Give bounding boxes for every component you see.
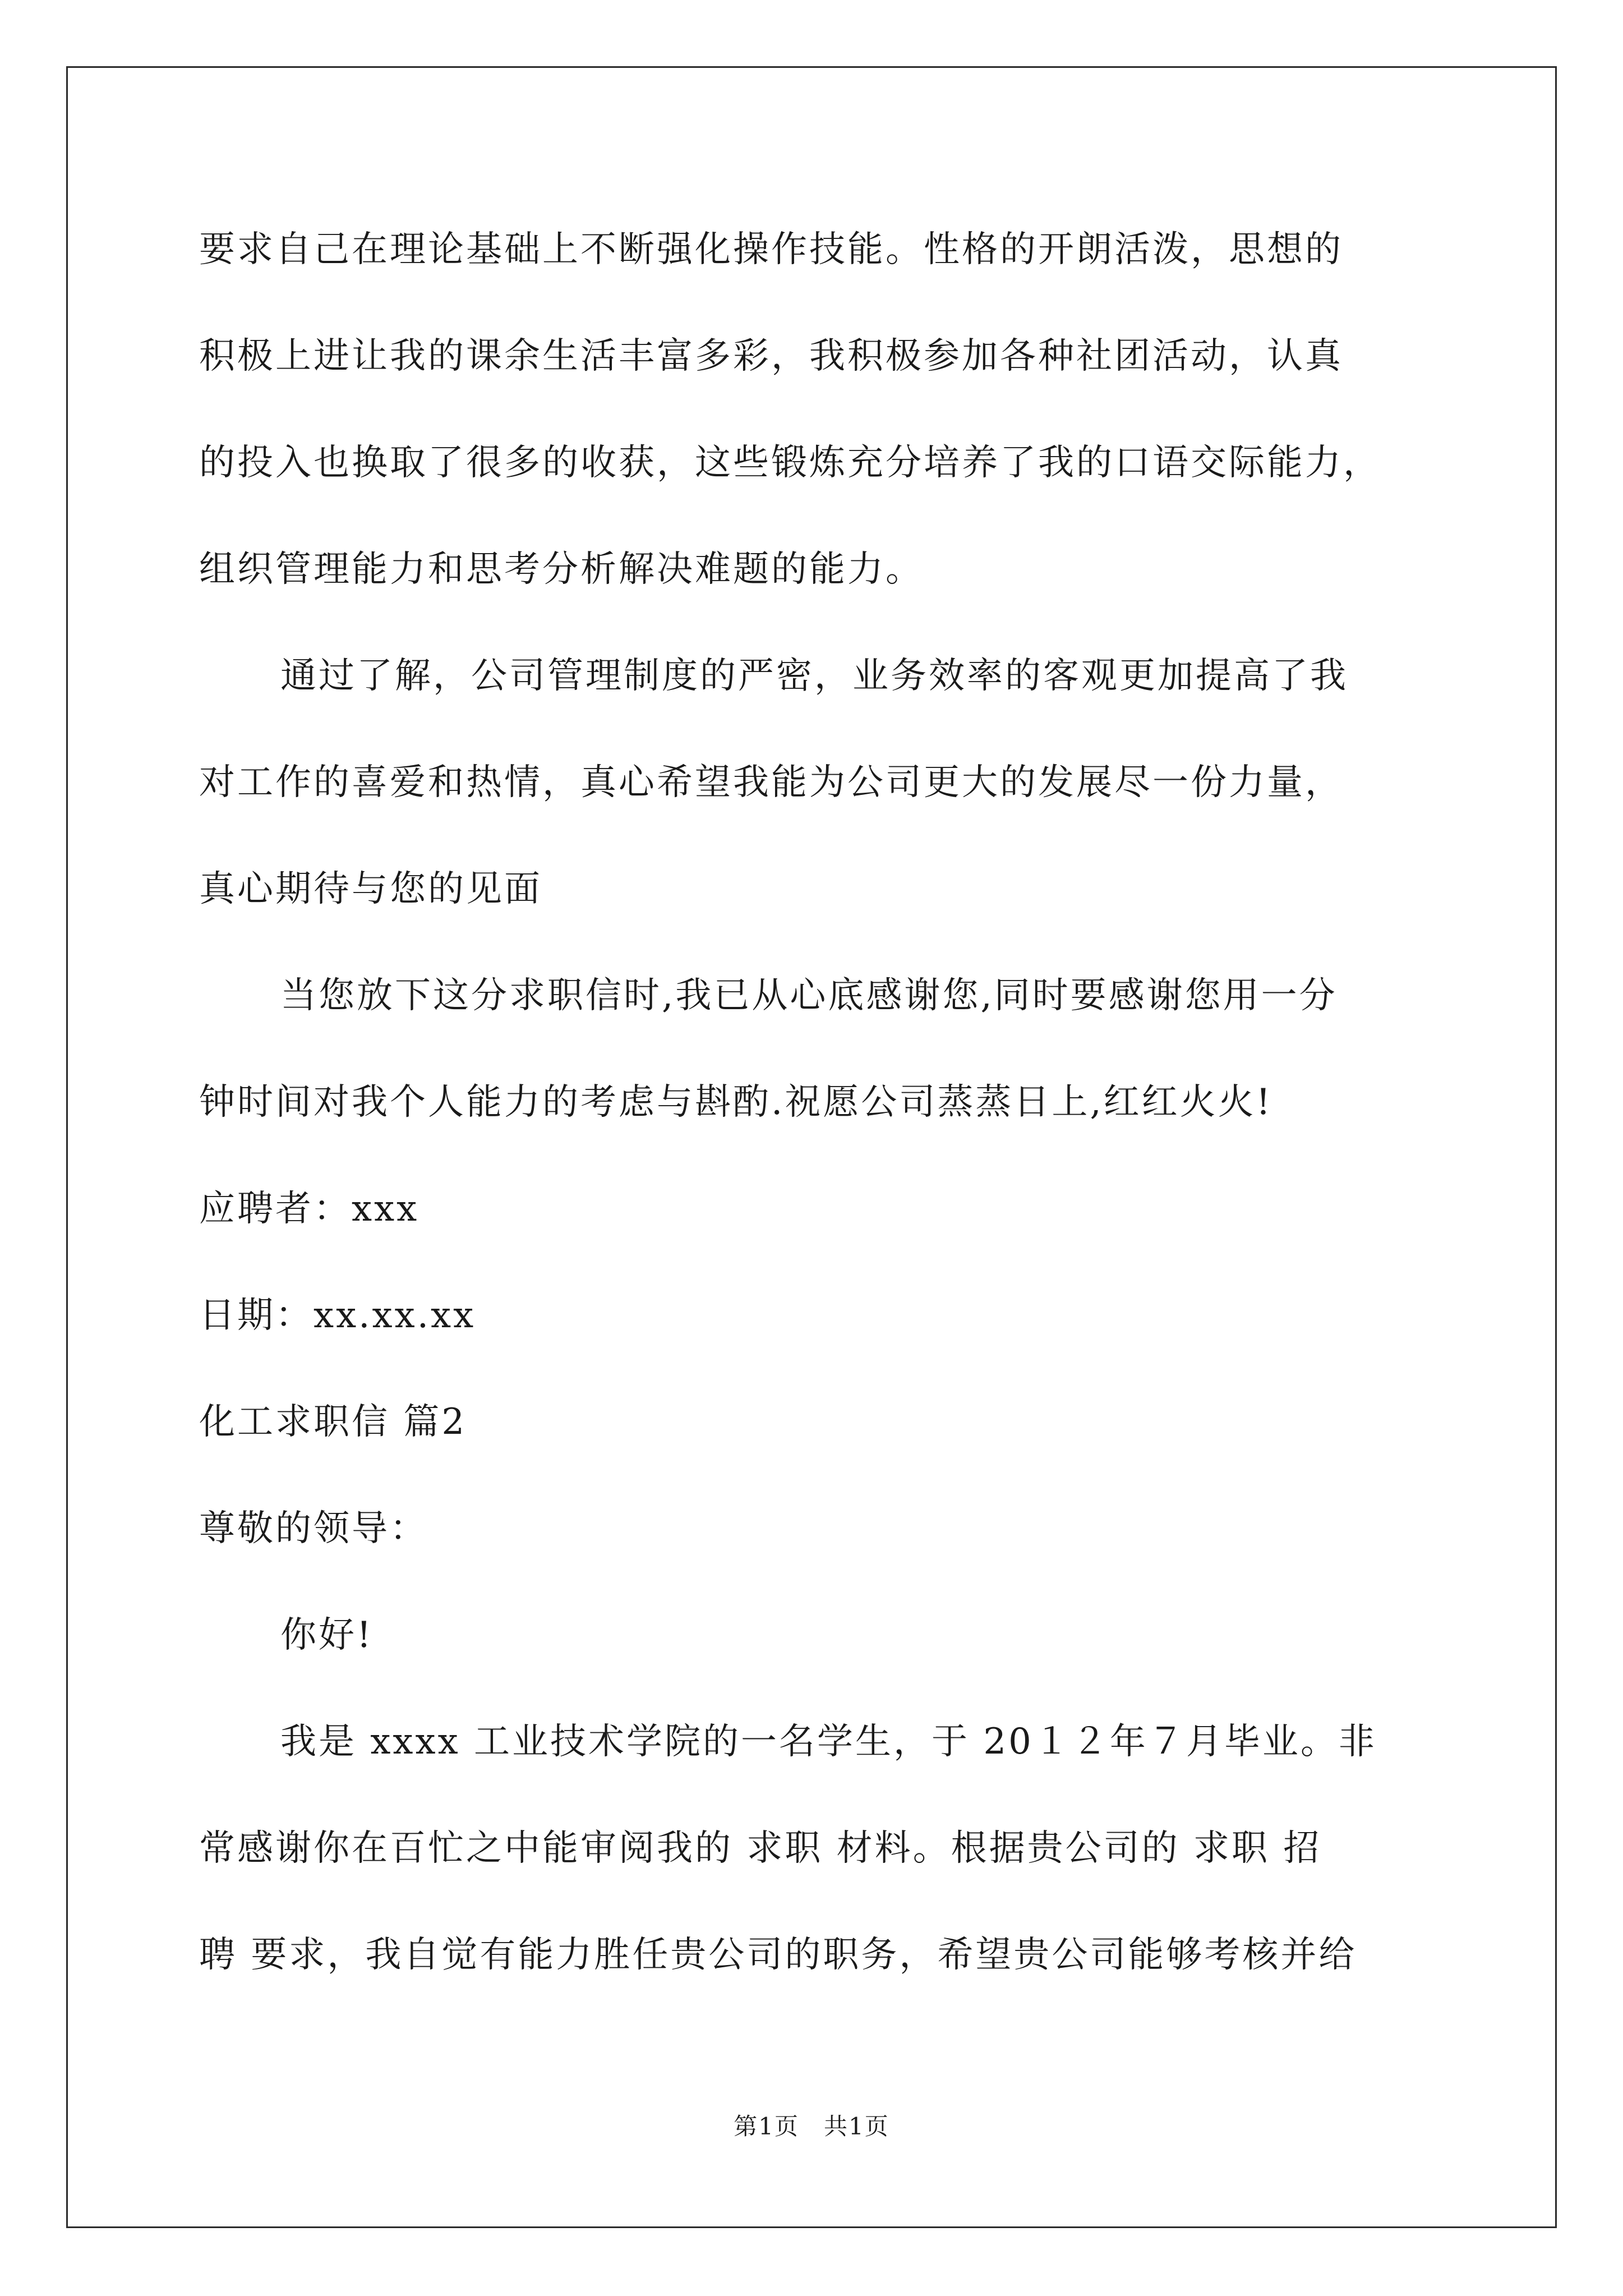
- body-line-1: 要求自己在理论基础上不断强化操作技能。性格的开朗活泼，思想的: [199, 229, 1343, 270]
- paragraph-4-line-3: 聘 要求，我自觉有能力胜任贵公司的职务，希望贵公司能够考核并给: [199, 1934, 1357, 1976]
- page-footer: 第1页 共1页: [734, 2113, 889, 2140]
- paragraph-3-line-1: 当您放下这分求职信时,我已从心底感谢您,同时要感谢您用一分: [280, 975, 1338, 1016]
- section-heading: 化工求职信 篇2: [199, 1401, 467, 1443]
- body-line-4: 组织管理能力和思考分析解决难题的能力。: [199, 549, 924, 590]
- paragraph-4-line-2: 常感谢你在百忙之中能审阅我的 求职 材料。根据贵公司的 求职 招: [199, 1828, 1322, 1869]
- paragraph-3-line-2: 钟时间对我个人能力的考虑与斟酌.祝愿公司蒸蒸日上,红红火火!: [199, 1082, 1273, 1123]
- body-line-2: 积极上进让我的课余生活丰富多彩，我积极参加各种社团活动，认真: [199, 335, 1343, 377]
- paragraph-2-line-2: 对工作的喜爱和热情，真心希望我能为公司更大的发展尽一份力量，: [199, 762, 1343, 803]
- salutation: 尊敬的领导：: [199, 1508, 428, 1549]
- page-border: [66, 66, 1557, 2228]
- paragraph-2-line-3: 真心期待与您的见面: [199, 868, 542, 910]
- paragraph-2-line-1: 通过了解，公司管理制度的严密，业务效率的客观更加提高了我: [280, 655, 1348, 697]
- body-line-3: 的投入也换取了很多的收获，这些锻炼充分培养了我的口语交际能力，: [199, 442, 1381, 484]
- paragraph-4-line-1: 我是 xxxx 工业技术学院的一名学生，于 20１２年７月毕业。非: [280, 1721, 1377, 1763]
- greeting: 你好!: [280, 1614, 374, 1656]
- applicant-line: 应聘者：xxx: [199, 1188, 419, 1230]
- date-line: 日期：xx.xx.xx: [199, 1295, 476, 1336]
